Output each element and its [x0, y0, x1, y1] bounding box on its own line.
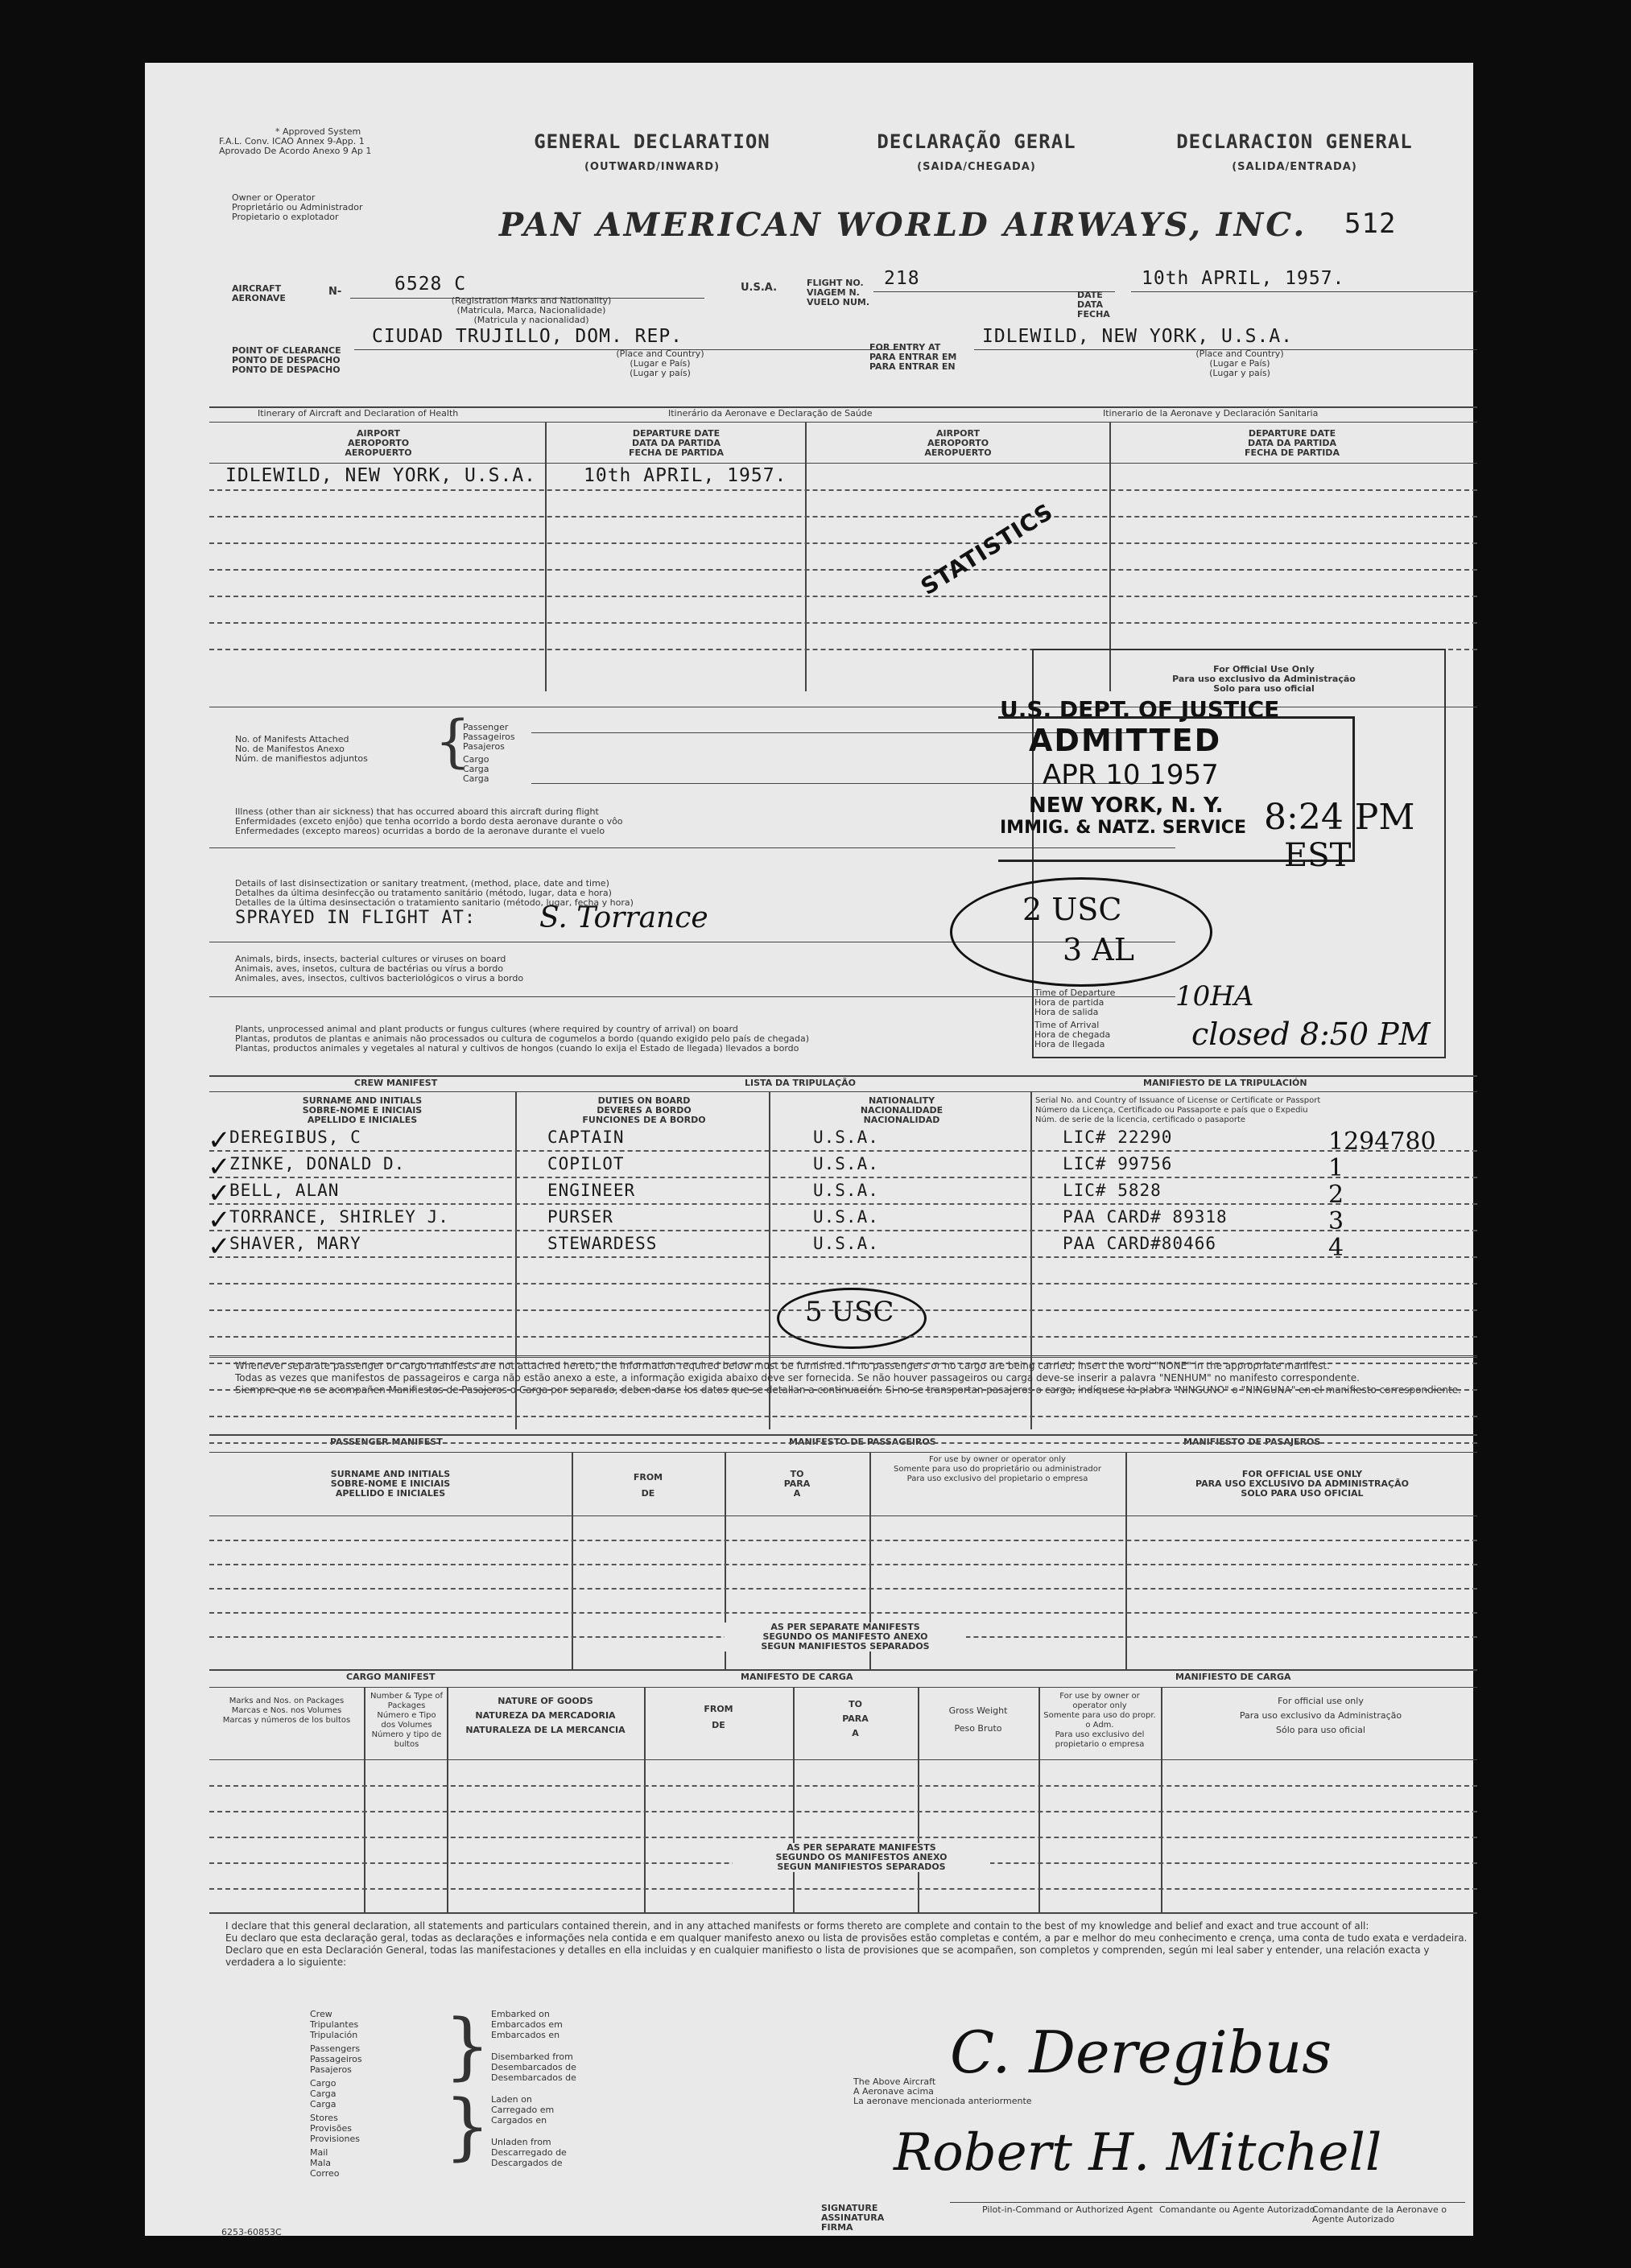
- general-declaration-form: [145, 63, 1473, 2236]
- cargo-col-weight: Gross Weight Peso Bruto: [948, 1705, 1008, 1734]
- itin-col-airport-2: AIRPORT AEROPORTO AEROPUERTO: [924, 428, 992, 458]
- cargo-col-to: TO PARA A: [842, 1699, 869, 1738]
- crew-license: LIC# 22290: [1063, 1128, 1173, 1147]
- manifests-label: No. of Manifests Attached No. de Manifestos Anexo Núm. de manifiestos adjuntos: [235, 734, 368, 764]
- aircraft-label: AIRCRAFT AERONAVE: [232, 283, 286, 303]
- cargo-col-from: FROM DE: [704, 1704, 733, 1730]
- crew-col-duties: DUTIES ON BOARD DEVERES A BORDO FUNCIONES DE A BORDO: [582, 1095, 706, 1125]
- crew-nationality: U.S.A.: [813, 1234, 879, 1253]
- flight-label: FLIGHT NO. VIAGEM N. VUELO NUM.: [807, 278, 870, 307]
- entry-point: IDLEWILD, NEW YORK, U.S.A.: [982, 326, 1294, 347]
- checkmark-icon: ✓: [208, 1151, 231, 1183]
- zone-written: EST: [1284, 837, 1352, 874]
- times-labels: Time of Departure Hora de partida Hora de salida Time of Arrival Hora de chegada Hora de llegada: [1034, 988, 1116, 1049]
- signature-label: SIGNATURE ASSINATURA FIRMA: [821, 2203, 885, 2233]
- cargo-header-en: CARGO MANIFEST: [346, 1672, 436, 1682]
- aircraft-prefix: N-: [328, 286, 342, 298]
- circled-5-usc-text: 5 USC: [805, 1296, 894, 1328]
- pilot-label-es: Comandante de la Aeronave o Agente Autorizado: [1312, 2204, 1447, 2225]
- checkmark-icon: ✓: [208, 1124, 231, 1157]
- operator-name: PAN AMERICAN WORLD AIRWAYS, INC.: [499, 206, 1307, 244]
- cargo-header-pt: MANIFESTO DE CARGA: [741, 1672, 853, 1682]
- cargo-per-separate: AS PER SEPARATE MANIFESTS SEGUNDO OS MANIFESTOS ANEXO SEGUN MANIFIESTOS SEPARADOS: [733, 1843, 990, 1872]
- crew-duty: PURSER: [547, 1207, 613, 1227]
- crew-license: LIC# 99756: [1063, 1154, 1173, 1173]
- time-written: 8:24 PM: [1264, 797, 1415, 838]
- clearance-label: POINT OF CLEARANCE PONTO DE DESPACHO PONTO DE DESPACHO: [232, 345, 341, 375]
- animals-label: Animals, birds, insects, bacterial cultures or viruses on board Animais, aves, insetos, cultura de bactérias ou vírus a bordo Animales, aves, insectos, cultivos bacteriológicos o virus a bordo: [235, 954, 524, 983]
- title-portuguese: DECLARAÇÃO GERAL (SAIDA/CHEGADA): [877, 130, 1076, 173]
- cargo-col-official: For official use only Para uso exclusivo da Administração Sólo para uso oficial: [1239, 1696, 1402, 1735]
- pax-col-official: FOR OFFICIAL USE ONLY PARA USO EXCLUSIVO DA ADMINISTRAÇÃO SOLO PARA USO OFICIAL: [1195, 1469, 1409, 1499]
- registration-note: (Registration Marks and Nationality) (Matricula, Marca, Nacionalidade) (Matricula y nacionalidad): [451, 295, 612, 325]
- pilot-label-pt: Comandante ou Agente Autorizado: [1159, 2204, 1315, 2215]
- nationality-code: U.S.A.: [741, 282, 778, 294]
- crew-nationality: U.S.A.: [813, 1207, 879, 1227]
- pax-col-name: SURNAME AND INITIALS SOBRE-NOME E INICIAIS APELLIDO E INICIALES: [330, 1469, 451, 1499]
- stamp-service: IMMIG. & NATZ. SERVICE: [1000, 818, 1246, 838]
- initials: 10HA: [1175, 980, 1254, 1012]
- closed-note: closed 8:50 PM: [1191, 1016, 1431, 1052]
- flight-number: 218: [884, 268, 920, 289]
- sprayed-by-signature: S. Torrance: [539, 901, 708, 934]
- pax-per-separate: AS PER SEPARATE MANIFESTS SEGUNDO OS MANIFESTO ANEXO SEGUN MANIFIESTOS SEPARADOS: [725, 1623, 966, 1652]
- crew-note: 1294780: [1328, 1128, 1436, 1156]
- declaration-brace-1: }: [444, 2004, 491, 2089]
- cargo-col-marks: Marks and Nos. on Packages Marcas e Nos. nos Volumes Marcas y números de los bultos: [222, 1697, 351, 1725]
- circled-2-usc-text: 2 USC: [1022, 892, 1122, 927]
- disinsect-label: Details of last disinsectization or sanitary treatment, (method, place, date and time) Detalhes da última desinfecção ou tratamento sanitário (método, lugar, data e hora) Detalles de la última desinsectación o tratamiento sanitario (método, lugar, fecha y hora): [235, 878, 634, 908]
- cargo-col-number: Number & Type of Packages Número e Tipo dos Volumes Número y tipo de bultos: [370, 1692, 444, 1749]
- crew-nationality: U.S.A.: [813, 1128, 879, 1147]
- itin-col-departure-1: DEPARTURE DATE DATA DA PARTIDA FECHA DE PARTIDA: [629, 428, 724, 458]
- itinerary-header-es: Itinerario de la Aeronave y Declaración Sanitaria: [1103, 408, 1319, 419]
- sprayed-in-flight: SPRAYED IN FLIGHT AT:: [235, 908, 477, 928]
- passenger-header-en: PASSENGER MANIFEST: [330, 1437, 443, 1447]
- separate-manifest-notice: Whenever separate passenger or cargo manifests are not attached hereto, the information required below must be furnished. If no passengers or no cargo are being carried, insert the word "NONE" in the appropriate manifest. Todas as vezes que manifestos de passageiros e carga não estão anexo a este, a informação exigida abaixo deve ser fornecida. Se não houver passageiros ou carga deve-se inserir a palavra "NENHUM" no manifesto correspondente. Siempre que no se acompañen Manifiestos de Pasajeros o Carga por separado, deben darse los datos que se detallan a continuación. Si no se transportan pasajeros o carga, indíquese la plabra "NINGUNO" o "NINGUNA" en el manifiesto correspondiente.: [235, 1360, 1461, 1396]
- crew-col-license: Serial No. and Country of Issuance of License or Certificate or Passport Número da Licença, Certificado ou Passaporte e país que o Expediu Núm. de serie de la licencia, certificado o pasaporte: [1035, 1096, 1321, 1124]
- passenger-header-es: MANIFIESTO DE PASAJEROS: [1183, 1437, 1321, 1447]
- crew-duty: ENGINEER: [547, 1181, 636, 1200]
- crew-name: DEREGIBUS, C: [229, 1128, 361, 1147]
- official-use-label: For Official Use Only Para uso exclusivo da Administração Solo para uso oficial: [1172, 664, 1356, 694]
- clearance-place-note: (Place and Country) (Lugar e País) (Lugar y país): [616, 348, 704, 378]
- crew-duty: CAPTAIN: [547, 1128, 625, 1147]
- circled-3-al-text: 3 AL: [1063, 932, 1134, 967]
- serial-number: 512: [1344, 208, 1397, 240]
- approval-note: * Approved System F.A.L. Conv. ICAO Annex 9-App. 1 Aprovado De Acordo Anexo 9 Ap 1: [219, 126, 372, 156]
- checkmark-icon: ✓: [208, 1204, 231, 1236]
- crew-name: ZINKE, DONALD D.: [229, 1154, 406, 1173]
- crew-note: 2: [1328, 1181, 1344, 1209]
- point-of-clearance: CIUDAD TRUJILLO, DOM. REP.: [372, 326, 683, 347]
- crew-header-en: CREW MANIFEST: [354, 1078, 438, 1088]
- crew-nationality: U.S.A.: [813, 1154, 879, 1173]
- declaration-left-list: Crew Tripulantes Tripulación Passengers Passageiros Pasajeros Cargo Carga Carga Stores Provisões Provisiones Mail Mala Correo: [310, 2009, 362, 2179]
- declaration-brace-2: }: [444, 2084, 491, 2169]
- crew-col-nationality: NATIONALITY NACIONALIDADE NACIONALIDAD: [860, 1095, 944, 1125]
- declaration-text: I declare that this general declaration, all statements and particulars contained therein, and in any attached manifests or forms thereto are complete and contain to the best of my knowledge and belief and exact and true account of all: Eu declaro que esta declaração geral, todas as declarações e informações nela contida e em qualquer manifesto anexo ou lista de provisões estão completas e contém, a par e melhor do meu conhecimento e crença, uma conta de tudo exata e verdadeira. Declaro que en esta Declaración General, todas las manifestaciones y detalles en ella incluidas y en cualquier manifiesto o lista de provisiones que se acompañen, son completos y comprenden, según mi leal saber y entender, una relación exacta y verdadera a lo siguiente:: [225, 1920, 1468, 1968]
- stamp-city: NEW YORK, N. Y.: [1029, 794, 1224, 818]
- manifests-brace: {: [435, 708, 471, 774]
- crew-duty: COPILOT: [547, 1154, 625, 1173]
- itinerary-header-en: Itinerary of Aircraft and Declaration of Health: [258, 408, 459, 419]
- pax-col-to: TO PARA A: [783, 1469, 811, 1499]
- cargo-col-nature: NATURE OF GOODS NATUREZA DA MERCADORIA NATURALEZA DE LA MERCANCIA: [465, 1696, 626, 1735]
- cargo-header-es: MANIFIESTO DE CARGA: [1175, 1672, 1291, 1682]
- captain-signature: C. Deregibus: [950, 2019, 1332, 2086]
- declaration-mid-list: Embarked on Embarcados em Embarcados en Disembarked from Desembarcados de Desembarcados de Laden on Carregado em Cargados en Unladen from Descarregado de Descargados de: [491, 2009, 576, 2168]
- checkmark-icon: ✓: [208, 1177, 231, 1210]
- crew-note: 3: [1328, 1207, 1344, 1235]
- crew-name: SHAVER, MARY: [229, 1234, 361, 1253]
- passenger-header-pt: MANIFESTO DE PASSAGEIROS: [789, 1437, 936, 1447]
- entry-place-note: (Place and Country) (Lugar e País) (Lugar y país): [1195, 348, 1284, 378]
- pax-col-owner: For use by owner or operator only Somente para uso do proprietário ou administrador Para uso exclusivo del propietario o empresa: [893, 1455, 1101, 1483]
- date-label: DATE DATA FECHA: [1077, 290, 1110, 320]
- itin-col-airport-1: AIRPORT AEROPORTO AEROPUERTO: [345, 428, 412, 458]
- above-aircraft-label: The Above Aircraft A Aeronave acima La aeronave mencionada anteriormente: [853, 2076, 1032, 2106]
- crew-name: TORRANCE, SHIRLEY J.: [229, 1207, 449, 1227]
- title-spanish: DECLARACION GENERAL (SALIDA/ENTRADA): [1176, 130, 1413, 173]
- crew-note: 1: [1328, 1154, 1344, 1182]
- checkmark-icon: ✓: [208, 1231, 231, 1263]
- itinerary-header-pt: Itinerário da Aeronave e Declaração de Saúde: [668, 408, 873, 419]
- cargo-col-owner: For use by owner or operator only Somente para uso do propr. o Adm. Para uso exclusivo del propietario o empresa: [1043, 1692, 1156, 1749]
- title-english: GENERAL DECLARATION (OUTWARD/INWARD): [534, 130, 770, 173]
- itinerary-row1-date: 10th APRIL, 1957.: [584, 465, 787, 486]
- owner-label: Owner or Operator Proprietário ou Administrador Propietario o explotador: [232, 192, 363, 222]
- crew-name: BELL, ALAN: [229, 1181, 340, 1200]
- crew-license: PAA CARD# 89318: [1063, 1207, 1228, 1227]
- stamp-admitted: ADMITTED: [1029, 723, 1222, 758]
- crew-col-name: SURNAME AND INITIALS SOBRE-NOME E INICIAIS APELLIDO E INICIALES: [302, 1095, 423, 1125]
- crew-license: LIC# 5828: [1063, 1181, 1162, 1200]
- itin-col-departure-2: DEPARTURE DATE DATA DA PARTIDA FECHA DE PARTIDA: [1245, 428, 1340, 458]
- form-number: 6253-60853C: [221, 2227, 282, 2237]
- pax-col-from: FROM DE: [633, 1472, 663, 1499]
- pilot-label-en: Pilot-in-Command or Authorized Agent: [982, 2204, 1153, 2215]
- manifest-kinds: Passenger Passageiros Pasajeros Cargo Carga Carga: [463, 722, 515, 784]
- crew-nationality: U.S.A.: [813, 1181, 879, 1200]
- crew-header-es: MANIFIESTO DE LA TRIPULACIÓN: [1143, 1078, 1307, 1088]
- flight-date: 10th APRIL, 1957.: [1142, 268, 1345, 289]
- stamp-agency: U.S. DEPT. OF JUSTICE: [1000, 696, 1280, 723]
- crew-header-pt: LISTA DA TRIPULAÇÃO: [745, 1078, 857, 1088]
- crew-note: 4: [1328, 1234, 1344, 1262]
- statistics-stamp: STATISTICS: [916, 497, 1059, 600]
- crew-license: PAA CARD#80466: [1063, 1234, 1217, 1253]
- crew-duty: STEWARDESS: [547, 1234, 658, 1253]
- officer-signature: Robert H. Mitchell: [894, 2123, 1382, 2183]
- stamp-date: APR 10 1957: [1043, 759, 1219, 791]
- illness-label: Illness (other than air sickness) that has occurred aboard this aircraft during flight Enfermidades (exceto enjôo) que tenha ocorrido a bordo desta aeronave durante o vôo Enfermedades (excepto mareos) ocurridas a bordo de la aeronave durante el vuelo: [235, 806, 623, 836]
- entry-label: FOR ENTRY AT PARA ENTRAR EM PARA ENTRAR EN: [869, 342, 957, 372]
- plants-label: Plants, unprocessed animal and plant products or fungus cultures (where required by country of arrival) on board Plantas, produtos de plantas e animais não processados ou cultura de cogumelos a bordo (quando exigido pelo país de chegada) Plantas, productos animales y vegetales al natural y cultivos de hongos (cuando lo exija el Estado de llegada) llevados a bordo: [235, 1024, 809, 1054]
- itinerary-row1-airport: IDLEWILD, NEW YORK, U.S.A.: [225, 465, 537, 486]
- aircraft-registration: 6528 C: [394, 274, 467, 295]
